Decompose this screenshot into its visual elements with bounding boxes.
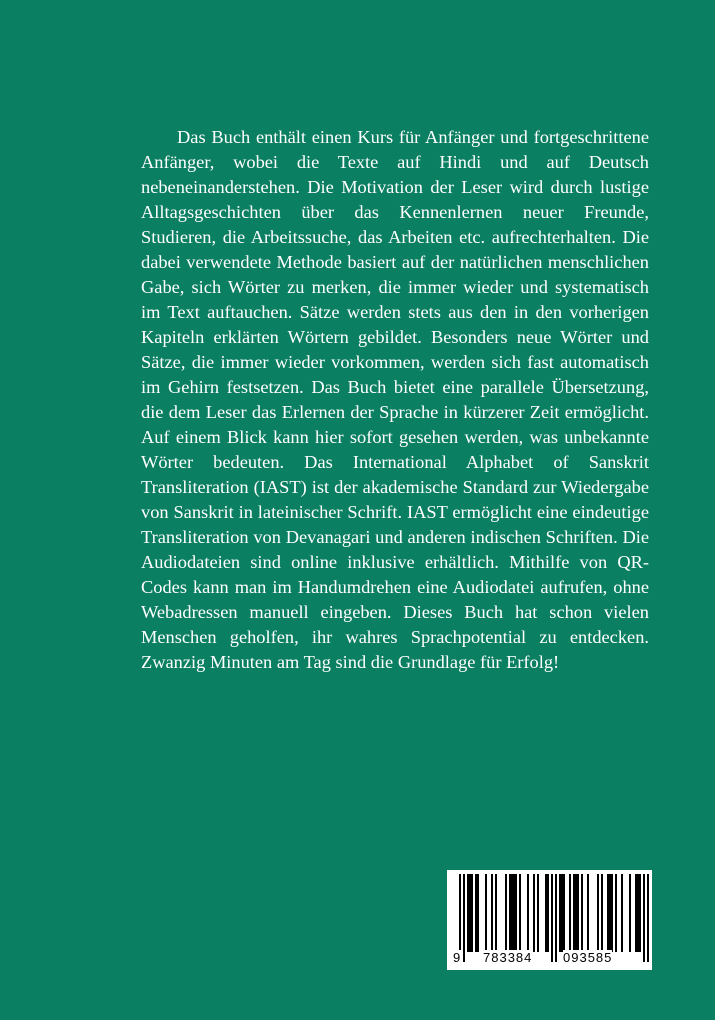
barcode-bar	[509, 874, 511, 952]
back-cover-description: Das Buch enthält einen Kurs für Anfänger und fortgeschrittene Anfänger, wobei die Texte auf Hindi und auf Deutsch nebeneinanderstehen. Die Motivation der Leser wird durch lustige Alltagsgeschichten über das Kennenlernen neuer Freunde, Studieren, die Arbeitssuche, das Arbeiten etc. aufrechterhalten. Die dabei verwendete Methode basiert auf der natürlichen menschlichen Gabe, sich Wörter zu merken, die immer wieder und systematisch im Text auftauchen. Sätze werden stets aus den in den vorherigen Kapiteln erklärten Wörtern gebildet. Besonders neue Wörter und Sätze, die immer wieder vorkommen, werden sich fast automatisch im Gehirn festsetzen. Das Buch bietet eine parallele Übersetzung, die dem Leser das Erlernen der Sprache in kürzerer Zeit ermöglicht. Auf einem Blick kann hier sofort gesehen werden, was unbekannte Wörter bedeuten. Das International Alphabet of Sanskrit Transliteration (IAST) ist der akademische Standard zur Wiedergabe von Sanskrit in lateinischer Schrift. IAST ermöglicht eine eindeutige Transliteration von Devanagari und anderen indischen Schriften. Die Audiodateien sind online inklusive erhältlich. Mithilfe von QR-Codes kann man im Handumdrehen eine Audiodatei aufrufen, ohne Webadressen manuell eingeben. Dieses Buch hat schon vielen Menschen geholfen, ihr wahres Sprachpotential zu entdecken. Zwanzig Minuten am Tag sind die Grundlage für Erfolg!	[141, 127, 649, 672]
isbn-left-group: 783384	[483, 950, 533, 965]
barcode-bar	[611, 874, 613, 952]
barcode-bar	[559, 874, 561, 952]
barcode-bar	[621, 874, 623, 952]
barcode-bar	[587, 874, 589, 952]
barcode-bar	[581, 874, 583, 952]
barcode-bar	[639, 874, 641, 952]
barcode-bar	[575, 874, 577, 952]
barcode-bar	[545, 874, 547, 952]
barcode-bar	[547, 874, 549, 952]
barcode-bar	[475, 874, 477, 952]
barcode-bar	[485, 874, 487, 952]
barcode-bar	[469, 874, 471, 952]
barcode-bar	[563, 874, 565, 952]
barcode-bar	[573, 874, 575, 952]
barcode-bar	[513, 874, 515, 952]
barcode-bar	[519, 874, 521, 952]
barcode-bar	[609, 874, 611, 952]
barcode-bar	[515, 874, 517, 952]
isbn-right-group: 093585	[563, 950, 613, 965]
barcode-bar	[569, 874, 571, 952]
barcode-bar	[533, 874, 535, 952]
barcode-bar	[511, 874, 513, 952]
barcode-bar	[615, 874, 617, 952]
barcode-bar	[477, 874, 479, 952]
barcode-bar	[505, 874, 507, 952]
barcode-bar	[471, 874, 473, 952]
isbn-number	[447, 948, 652, 970]
barcode-bar	[577, 874, 579, 952]
barcode-bar	[495, 874, 497, 952]
isbn-first-digit: 9	[453, 950, 462, 965]
isbn-barcode	[447, 870, 652, 970]
barcode-bar	[467, 874, 469, 952]
barcode-bar	[561, 874, 563, 952]
barcode-bar	[601, 874, 603, 952]
barcode-bar	[537, 874, 539, 952]
barcode-bar	[607, 874, 609, 952]
barcode-bar	[635, 874, 637, 952]
barcode-bar	[491, 874, 493, 952]
barcode-bar	[527, 874, 529, 952]
barcode-bar	[597, 874, 599, 952]
barcode-bar	[629, 874, 631, 952]
barcode-bar	[637, 874, 639, 952]
